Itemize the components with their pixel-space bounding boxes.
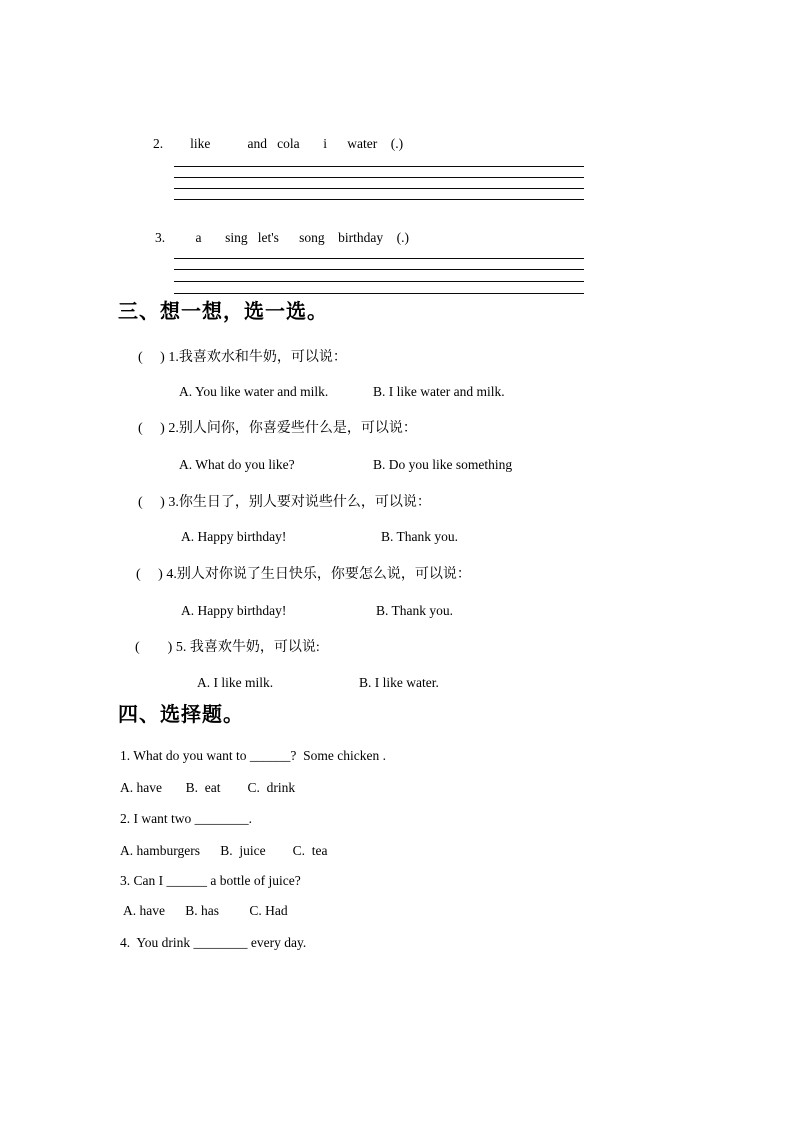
choice-question-2-option-a: A. What do you like?	[179, 457, 295, 472]
mc-question-3-options: A. have B. has C. Had	[123, 903, 288, 918]
choice-question-1-option-a: A. You like water and milk.	[179, 384, 329, 399]
choice-question-1-prompt: ( ) 1.我喜欢水和牛奶，可以说：	[138, 350, 347, 365]
choice-question-4-option-a: A. Happy birthday!	[181, 603, 287, 618]
writing-line	[174, 166, 584, 167]
writing-line	[174, 281, 584, 282]
section-four-title: 四、选择题。	[118, 704, 244, 726]
unscramble-question-3: 3. a sing let's song birthday (.)	[155, 230, 410, 245]
section-three-title: 三、想一想，选一选。	[118, 301, 328, 323]
choice-question-3-prompt: ( ) 3.你生日了，别人要对说些什么，可以说：	[138, 495, 431, 510]
choice-question-2-prompt: ( ) 2.别人问你，你喜爱些什么是，可以说：	[138, 421, 417, 436]
mc-question-2-options: A. hamburgers B. juice C. tea	[120, 843, 328, 858]
choice-question-4-prompt: ( ) 4.别人对你说了生日快乐，你要怎么说，可以说：	[136, 567, 471, 582]
writing-line	[174, 269, 584, 270]
writing-line	[174, 199, 584, 200]
writing-line	[174, 177, 584, 178]
choice-question-3-option-a: A. Happy birthday!	[181, 529, 287, 544]
mc-question-1: 1. What do you want to ______? Some chicken .	[120, 748, 386, 763]
mc-question-1-options: A. have B. eat C. drink	[120, 780, 296, 795]
choice-question-4-option-b: B. Thank you.	[376, 603, 453, 618]
choice-question-3-option-b: B. Thank you.	[381, 529, 458, 544]
mc-question-2: 2. I want two ________.	[120, 811, 252, 826]
choice-question-2-option-b: B. Do you like something	[373, 457, 513, 472]
choice-question-1-option-b: B. I like water and milk.	[373, 384, 505, 399]
choice-question-5-option-b: B. I like water.	[359, 675, 439, 690]
mc-question-3: 3. Can I ______ a bottle of juice?	[120, 873, 301, 888]
choice-question-5-option-a: A. I like milk.	[197, 675, 274, 690]
writing-line	[174, 258, 584, 259]
mc-question-4: 4. You drink ________ every day.	[120, 935, 307, 950]
unscramble-question-2: 2. like and cola i water (.)	[153, 136, 404, 151]
writing-line	[174, 188, 584, 189]
writing-line	[174, 293, 584, 294]
choice-question-5-prompt: ( ) 5. 我喜欢牛奶，可以说:	[135, 640, 320, 655]
